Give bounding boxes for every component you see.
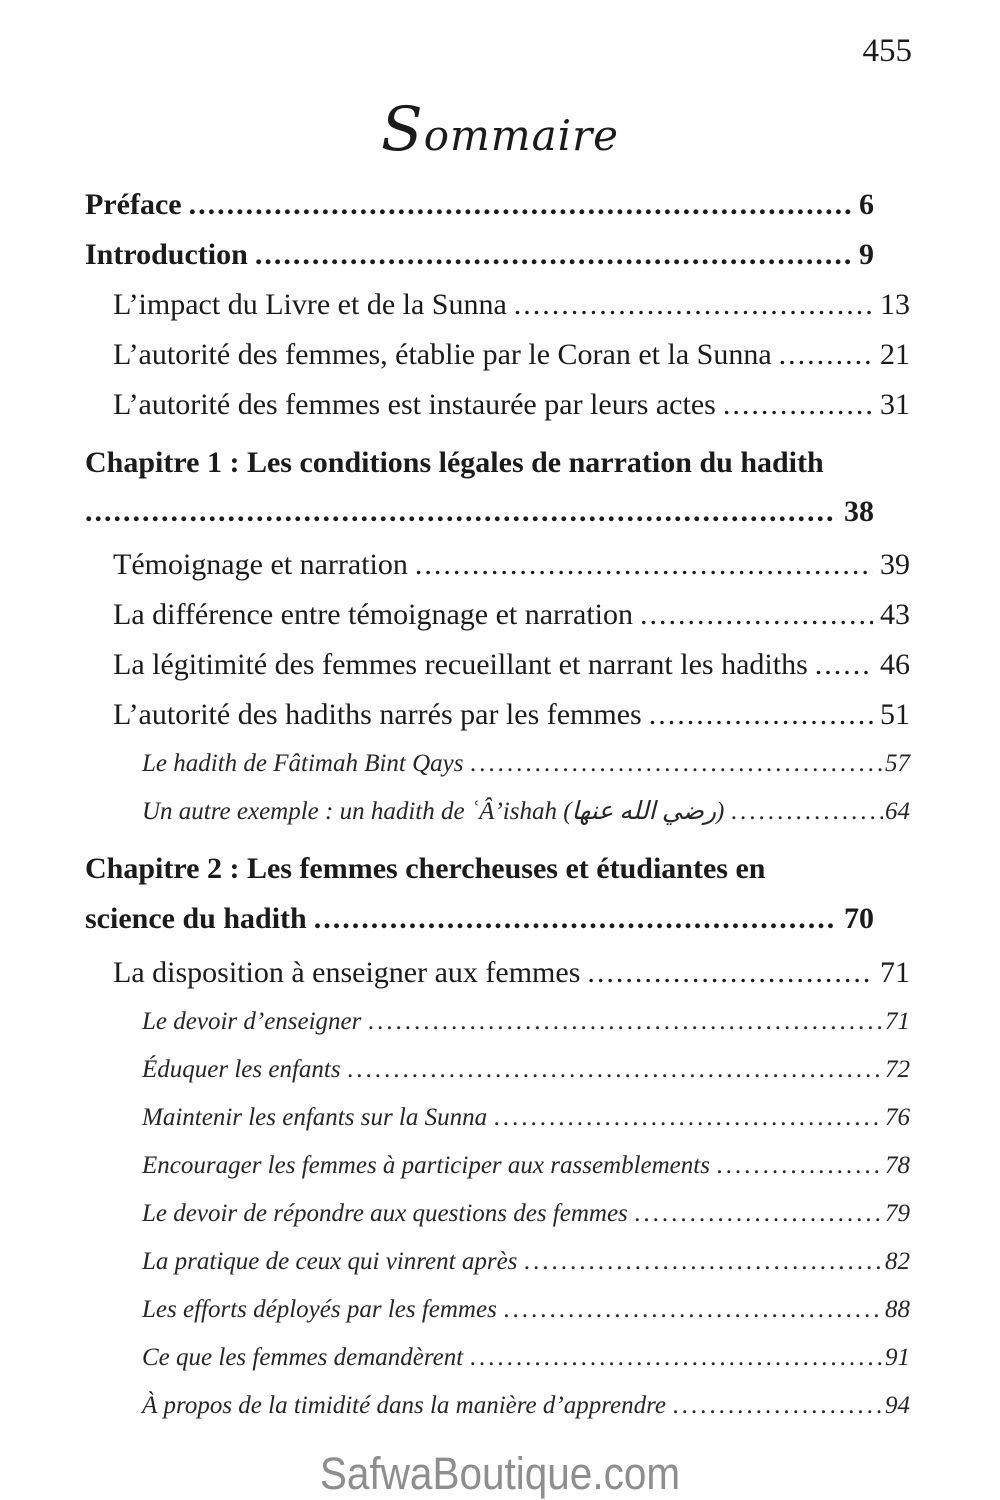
toc-entry (85, 1190, 910, 1238)
toc-entry-row (142, 1382, 910, 1430)
toc-entry (85, 330, 910, 380)
toc-entry-label: Maintenir les enfants sur la Sunna (142, 1104, 488, 1131)
toc-entry-label: Le hadith de Fâtimah Bint Qays (142, 750, 464, 777)
page-number: 455 (862, 33, 912, 69)
dot-leader (716, 380, 873, 430)
toc-entry (85, 280, 910, 330)
toc-list (85, 180, 910, 1430)
toc-entry-row (142, 1238, 910, 1286)
toc-entry-page: 79 (885, 1200, 910, 1227)
toc-entry (85, 1046, 910, 1094)
dot-leader (248, 230, 852, 280)
toc-entry-page: 46 (880, 648, 910, 681)
toc-entry (85, 690, 910, 740)
dot-leader (497, 1286, 883, 1334)
dot-leader (772, 330, 873, 380)
toc-entry (85, 180, 910, 230)
dot-leader (724, 788, 883, 836)
toc-entry (85, 844, 910, 944)
toc-entry-label: Le devoir d’enseigner (142, 1008, 362, 1035)
toc-entry-label: Un autre exemple : un hadith de ʿÂ’ishah (رضي الله عنها) (142, 798, 725, 825)
toc-entry-page: 76 (885, 1104, 910, 1131)
toc-entry-row (113, 380, 910, 430)
toc-entry (85, 1142, 910, 1190)
toc-entry-page: 31 (880, 388, 910, 421)
toc-entry-row (113, 590, 910, 640)
toc-entry (85, 1334, 910, 1382)
dot-leader (580, 948, 873, 998)
toc-entry-page: 88 (885, 1296, 910, 1323)
toc-entry-leader-row (85, 894, 874, 944)
toc-entry-row (142, 1094, 910, 1142)
toc-entry-row (142, 1142, 910, 1190)
dot-leader (85, 488, 837, 536)
toc-entry-row (113, 280, 910, 330)
toc-entry-label: La différence entre témoignage et narration (113, 598, 634, 631)
toc-entry-page: 51 (880, 698, 910, 731)
dot-leader (463, 1334, 883, 1382)
toc-entry-page: 72 (885, 1056, 910, 1083)
toc-entry (85, 1382, 910, 1430)
toc-entry-label: La disposition à enseigner aux femmes (113, 956, 581, 989)
toc-entry-row (113, 640, 910, 690)
toc-entry-row (85, 180, 874, 230)
toc-entry-page: 94 (885, 1392, 910, 1419)
toc-entry-row (142, 1046, 910, 1094)
toc-entry-label: Encourager les femmes à participer aux rassemblements (142, 1152, 710, 1179)
page-title: Sommaire (380, 94, 620, 165)
toc-entry-row (113, 540, 910, 590)
toc-entry-leader-row (85, 488, 874, 536)
toc-entry-label: L’autorité des femmes, établie par le Coran et la Sunna (113, 338, 772, 371)
toc-entry-label: L’autorité des hadiths narrés par les femmes (113, 698, 642, 731)
toc-entry (85, 1094, 910, 1142)
dot-leader (487, 1094, 883, 1142)
toc-entry-page: 38 (844, 495, 874, 528)
toc-entry-page: 6 (859, 188, 874, 221)
toc-entry (85, 1238, 910, 1286)
toc-entry-page: 13 (880, 288, 910, 321)
toc-entry (85, 788, 910, 836)
toc-entry-label: Témoignage et narration (113, 548, 408, 581)
toc-entry-page: 78 (885, 1152, 910, 1179)
toc-entry-page: 57 (885, 750, 910, 777)
dot-leader (307, 894, 837, 944)
dot-leader (642, 690, 873, 740)
watermark-text: SafwaBoutique.com (319, 1448, 681, 1499)
dot-leader (808, 640, 873, 690)
toc-entry-page: 91 (885, 1344, 910, 1371)
dot-leader (408, 540, 873, 590)
toc-entry-row (85, 230, 874, 280)
toc-entry (85, 590, 910, 640)
dot-leader (710, 1142, 883, 1190)
toc-entry-row (142, 788, 910, 836)
toc-entry-page: 64 (885, 798, 910, 825)
dot-leader (666, 1382, 883, 1430)
toc-entry-page: 82 (885, 1248, 910, 1275)
toc-entry (85, 640, 910, 690)
toc-entry-row (142, 998, 910, 1046)
dot-leader (182, 180, 852, 230)
toc-entry-label: L’autorité des femmes est instaurée par leurs actes (113, 388, 716, 421)
toc-entry-page: 71 (885, 1008, 910, 1035)
dot-leader (361, 998, 883, 1046)
dot-leader (633, 590, 873, 640)
toc-entry-page: 43 (880, 598, 910, 631)
toc-entry-row (142, 1286, 910, 1334)
toc-entry-row (142, 1334, 910, 1382)
toc-entry-label: Ce que les femmes demandèrent (142, 1344, 464, 1371)
toc-entry (85, 230, 910, 280)
toc-entry-row (113, 948, 910, 998)
toc-entry (85, 438, 910, 536)
dot-leader (628, 1190, 883, 1238)
toc-entry-label: La pratique de ceux qui vinrent après (142, 1248, 518, 1275)
toc-entry-row (142, 740, 910, 788)
toc-entry-page: 9 (859, 238, 874, 271)
toc-entry-row (142, 1190, 910, 1238)
toc-entry-label: Le devoir de répondre aux questions des femmes (142, 1200, 628, 1227)
toc-entry-page: 70 (844, 902, 874, 935)
dot-leader (341, 1046, 883, 1094)
toc-entry-label: Éduquer les enfants (142, 1056, 341, 1083)
dot-leader (507, 280, 873, 330)
toc-entry-label: Introduction (85, 238, 248, 271)
dot-leader (517, 1238, 883, 1286)
dot-leader (464, 740, 884, 788)
toc-entry-label: Chapitre 1 : Les conditions légales de narration du hadith (85, 446, 824, 479)
toc-entry (85, 998, 910, 1046)
toc-entry-label: L’impact du Livre et de la Sunna (113, 288, 507, 321)
toc-entry-label: Préface (85, 188, 182, 221)
toc-entry-row (113, 690, 910, 740)
toc-entry-label: Les efforts déployés par les femmes (142, 1296, 497, 1323)
toc-entry-page: 21 (880, 338, 910, 371)
toc-entry (85, 948, 910, 998)
toc-entry-page: 39 (880, 548, 910, 581)
toc-entry-page: 71 (880, 956, 910, 989)
toc-entry-row (113, 330, 910, 380)
toc-entry-label-line1: Chapitre 2 : Les femmes chercheuses et étudiantes en (85, 852, 766, 885)
toc-entry (85, 540, 910, 590)
toc-entry (85, 380, 910, 430)
toc-entry-label-line2: science du hadith (85, 902, 307, 935)
toc-entry-label: À propos de la timidité dans la manière d’apprendre (142, 1392, 667, 1419)
toc-entry (85, 740, 910, 788)
toc-entry (85, 1286, 910, 1334)
toc-entry-label: La légitimité des femmes recueillant et narrant les hadiths (113, 648, 808, 681)
